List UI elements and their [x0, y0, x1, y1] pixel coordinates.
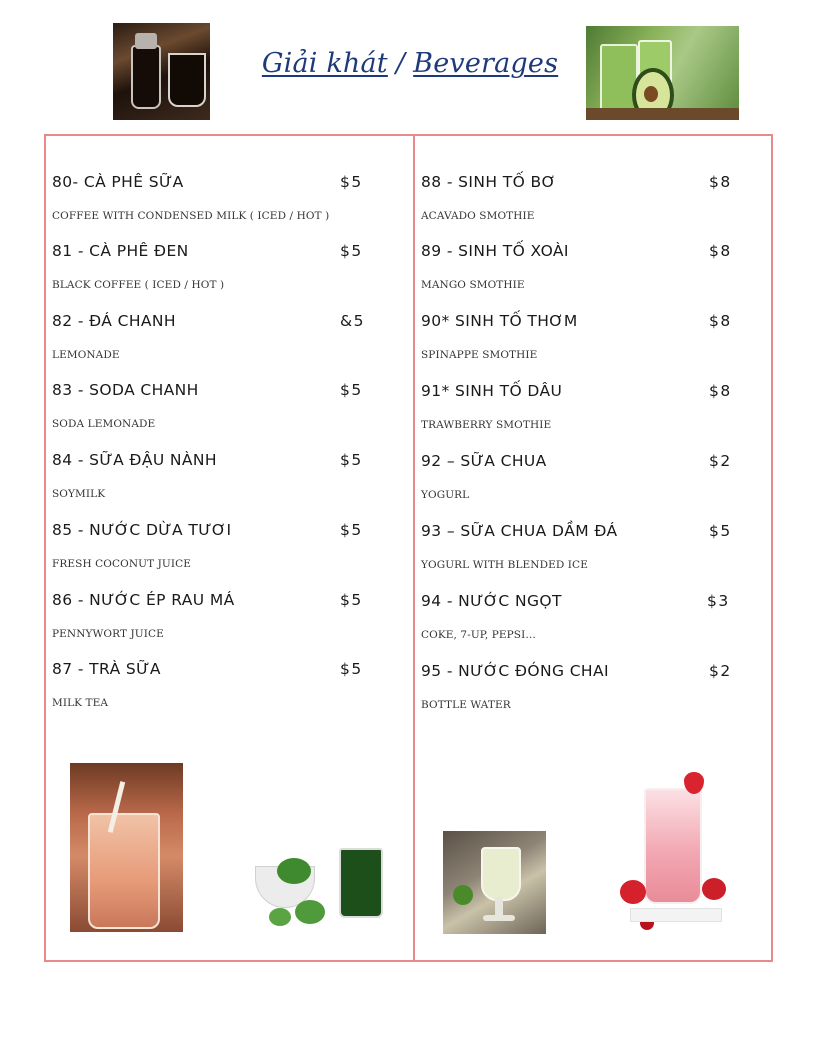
smoothie-glass-front: [600, 44, 638, 118]
item-description: COFFEE WITH CONDENSED MILK ( ICED / HOT ): [52, 210, 330, 222]
menu-item: [52, 591, 372, 651]
item-price: $2: [709, 452, 732, 470]
item-name: 95 - NƯỚC ĐÓNG CHAI: [421, 662, 609, 680]
item-price: $5: [340, 451, 363, 469]
page-title: [230, 48, 590, 79]
item-price: $5: [709, 522, 732, 540]
avocado-smoothie-photo: [586, 26, 739, 120]
pennywort-leaf: [269, 908, 291, 926]
lemonade-glass: [481, 847, 521, 901]
strawberry: [620, 880, 646, 904]
title-separator: /: [395, 48, 406, 79]
item-price: $8: [709, 382, 732, 400]
strawberry: [702, 878, 726, 900]
item-description: SODA LEMONADE: [52, 418, 156, 430]
item-name: 84 - SỮA ĐẬU NÀNH: [52, 451, 217, 469]
menu-item: [52, 521, 372, 581]
item-description: BLACK COFFEE ( ICED / HOT ): [52, 279, 225, 291]
menu-item: [421, 592, 741, 652]
coffee-filter: [135, 33, 157, 49]
menu-item: [421, 382, 741, 442]
menu-item: [52, 451, 372, 511]
glass-stem: [495, 897, 503, 917]
milk-tea-photo: [70, 763, 183, 932]
strawberry-smoothie-photo: [612, 768, 738, 940]
menu-item: [421, 662, 741, 722]
lime: [453, 885, 473, 905]
item-name: 91* SINH TỐ DÂU: [421, 382, 563, 400]
menu-item: [52, 312, 372, 372]
item-description: SOYMILK: [52, 488, 106, 500]
item-description: MANGO SMOTHIE: [421, 279, 525, 291]
soda-lemonade-photo: [443, 831, 546, 934]
item-price: $5: [340, 242, 363, 260]
coffee-photo: [113, 23, 210, 120]
item-description: LEMONADE: [52, 349, 120, 361]
column-divider: [413, 134, 415, 962]
item-price: $5: [340, 591, 363, 609]
menu-item: [52, 242, 372, 302]
item-description: ACAVADO SMOTHIE: [421, 210, 535, 222]
item-name: 89 - SINH TỐ XOÀI: [421, 242, 569, 260]
item-price: $5: [340, 173, 363, 191]
item-name: 81 - CÀ PHÊ ĐEN: [52, 242, 189, 260]
item-name: 82 - ĐÁ CHANH: [52, 312, 176, 330]
item-name: 86 - NƯỚC ÉP RAU MÁ: [52, 591, 235, 609]
milk-tea-cup: [88, 813, 160, 929]
item-name: 85 - NƯỚC DỪA TƯƠI: [52, 521, 232, 539]
item-name: 93 – SỮA CHUA DẦM ĐÁ: [421, 522, 618, 540]
item-description: FRESH COCONUT JUICE: [52, 558, 192, 570]
menu-item: [421, 452, 741, 512]
pennywort-leaf: [277, 858, 311, 884]
item-price: $5: [340, 381, 363, 399]
item-description: YOGURL WITH BLENDED ICE: [421, 559, 588, 571]
smoothie-glass: [644, 788, 702, 904]
item-description: SPINAPPE SMOTHIE: [421, 349, 538, 361]
glass-base: [483, 915, 515, 921]
pennywort-leaf: [295, 900, 325, 924]
item-description: MILK TEA: [52, 697, 109, 709]
item-price: $3: [707, 592, 730, 610]
item-name: 80- CÀ PHÊ SỮA: [52, 173, 184, 191]
item-name: 94 - NƯỚC NGỌT: [421, 592, 562, 610]
title-english: Beverages: [413, 48, 559, 79]
item-price: $8: [709, 312, 732, 330]
item-description: BOTTLE WATER: [421, 699, 511, 711]
menu-item: [421, 242, 741, 302]
menu-item: [52, 381, 372, 441]
napkin: [630, 908, 722, 922]
item-name: 90* SINH TỐ THƠM: [421, 312, 578, 330]
item-price: $8: [709, 173, 732, 191]
item-price: &5: [340, 312, 365, 330]
pennywort-glass: [339, 848, 383, 918]
item-description: TRAWBERRY SMOTHIE: [421, 419, 552, 431]
coffee-glass-left: [131, 45, 161, 109]
item-description: COKE, 7-UP, PEPSI…: [421, 629, 536, 641]
pennywort-juice-photo: [233, 838, 385, 935]
item-name: 83 - SODA CHANH: [52, 381, 199, 399]
item-price: $5: [340, 660, 363, 678]
item-price: $8: [709, 242, 732, 260]
menu-item: [421, 522, 741, 582]
coffee-glass-right: [168, 53, 206, 107]
item-name: 88 - SINH TỐ BƠ: [421, 173, 557, 191]
menu-item: [421, 312, 741, 372]
menu-item: [421, 173, 741, 233]
item-name: 87 - TRÀ SỮA: [52, 660, 161, 678]
item-description: YOGURL: [421, 489, 470, 501]
title-vietnamese: Giải khát: [261, 48, 388, 79]
avocado-seed: [644, 86, 658, 102]
menu-item: [52, 173, 372, 233]
wooden-table: [586, 108, 739, 120]
item-name: 92 – SỮA CHUA: [421, 452, 547, 470]
item-price: $5: [340, 521, 363, 539]
menu-item: [52, 660, 372, 720]
item-description: PENNYWORT JUICE: [52, 628, 164, 640]
item-price: $2: [709, 662, 732, 680]
